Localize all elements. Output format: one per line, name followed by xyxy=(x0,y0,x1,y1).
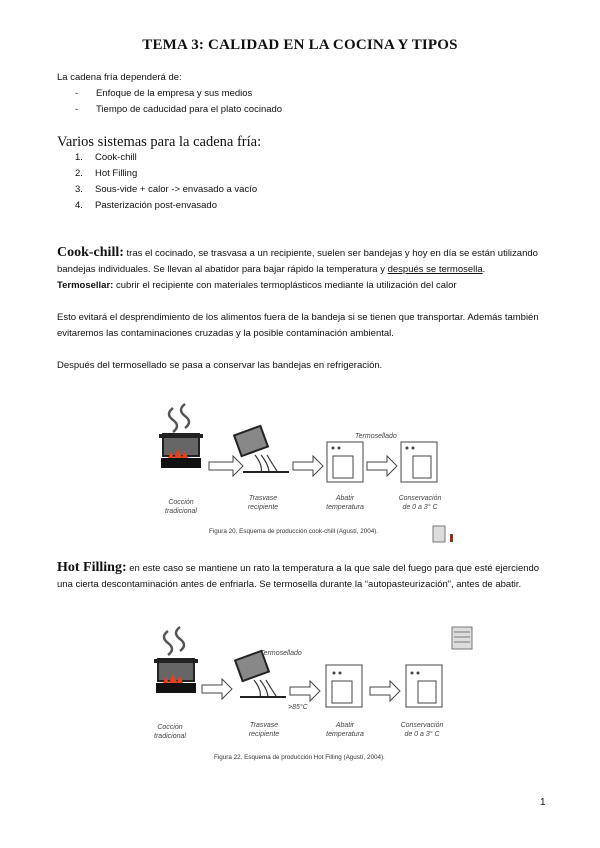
temp-label: >85°C xyxy=(288,704,308,711)
fig1-label-0: Cocción tradicional xyxy=(165,499,197,515)
list-item: 2. Hot Filling xyxy=(75,168,138,179)
arrow-icon xyxy=(209,456,243,476)
arrow-icon xyxy=(370,681,400,701)
hotfilling-figure xyxy=(140,625,470,765)
refrigerator-icon xyxy=(401,442,437,482)
intro-bullet-list xyxy=(75,86,282,118)
blast-chiller-icon xyxy=(326,665,362,707)
intro-lead: La cadena fría dependerá de: xyxy=(57,72,182,83)
arrow-icon xyxy=(367,456,397,476)
fig2-label-0: Cocción tradicional xyxy=(154,724,186,740)
cookchill-figure xyxy=(145,400,475,550)
fig1-caption: Figura 20. Esquema de producción cook-chill (Agustí, 2004). xyxy=(209,528,379,535)
termosellar-term: Termosellar: xyxy=(57,280,114,291)
arrow-icon xyxy=(293,456,323,476)
termosellado-label: Termosellado xyxy=(260,650,302,657)
fig1-label-2: Abatir temperatura xyxy=(326,495,364,511)
fig2-label-2: Abatir temperatura xyxy=(326,722,364,738)
list-item: 4. Pasterización post-envasado xyxy=(75,200,217,211)
list-item: - Enfoque de la empresa y sus medios xyxy=(75,86,282,102)
fig2-label-1: Trasvase recipiente xyxy=(248,722,280,738)
cookchill-para3: Después del termosellado se pasa a conservar las bandejas en refrigeración. xyxy=(57,360,383,371)
cookchill-section: Cook-chill: tras el cocinado, se trasvasa a un recipiente, suelen ser bandejas y hoy en día se están utilizando bandejas individuales. Se llevan al abatidor para bajar rápido la temperatura y después se termosella. Termosellar: cubrir el recipiente con materiales termoplásticos mediante la utilización del calor Esto evitará el desprendimiento de los alimentos fuera de la bandeja si se tienen que transportar. Además también evitaremos las contaminaciones cruzadas y la posible contaminación ambiental. Después del termosellado se pasa a conservar las bandejas en refrigeración. xyxy=(57,245,547,374)
hotfilling-section: Hot Filling: en este caso se mantiene un rato la temperatura a la que sale del fuego para que esté ejerciendo una cierta descontaminación antes de enfriarla. Se termosella durante la “autopasteurización”, antes de abatir. xyxy=(57,560,540,590)
pot-icon xyxy=(154,627,198,693)
page-title: TEMA 3: CALIDAD EN LA COCINA Y TIPOS xyxy=(142,37,458,53)
fig2-label-3: Conservación de 0 a 3° C xyxy=(400,722,444,738)
termosella-link-text: después se termosella xyxy=(387,264,483,275)
list-item: - Tiempo de caducidad para el plato cocinado xyxy=(75,102,282,118)
small-shelf-icon xyxy=(433,526,453,542)
pot-icon xyxy=(159,404,203,468)
arrow-icon xyxy=(202,679,232,699)
fig1-label-3: Conservación de 0 a 3° C xyxy=(398,495,442,511)
systems-heading: Varios sistemas para la cadena fría: xyxy=(57,134,262,150)
systems-list xyxy=(75,150,257,214)
page-number: 1 xyxy=(540,797,546,808)
fig2-caption: Figura 22. Esquema de producción Hot Filling (Agustí, 2004). xyxy=(214,754,385,761)
termosellado-label: Termosellado xyxy=(355,433,397,440)
cookchill-para2: Esto evitará el desprendimiento de los alimentos fuera de la bandeja si se tienen que transportar. Además también evitaremos las contaminaciones cruzadas y la posible contaminación ambiental. xyxy=(57,312,539,339)
list-item: 1. Cook-chill xyxy=(75,152,137,163)
list-item: 3. Sous-vide + calor -> envasado a vacío xyxy=(75,184,258,195)
pour-container-icon xyxy=(235,651,286,698)
cookchill-heading: Cook-chill: xyxy=(57,245,124,260)
blast-chiller-icon xyxy=(327,442,363,482)
arrow-icon xyxy=(290,681,320,701)
fig1-label-1: Trasvase recipiente xyxy=(247,495,279,511)
hotfilling-heading: Hot Filling: xyxy=(57,560,127,575)
refrigerator-icon xyxy=(406,665,442,707)
